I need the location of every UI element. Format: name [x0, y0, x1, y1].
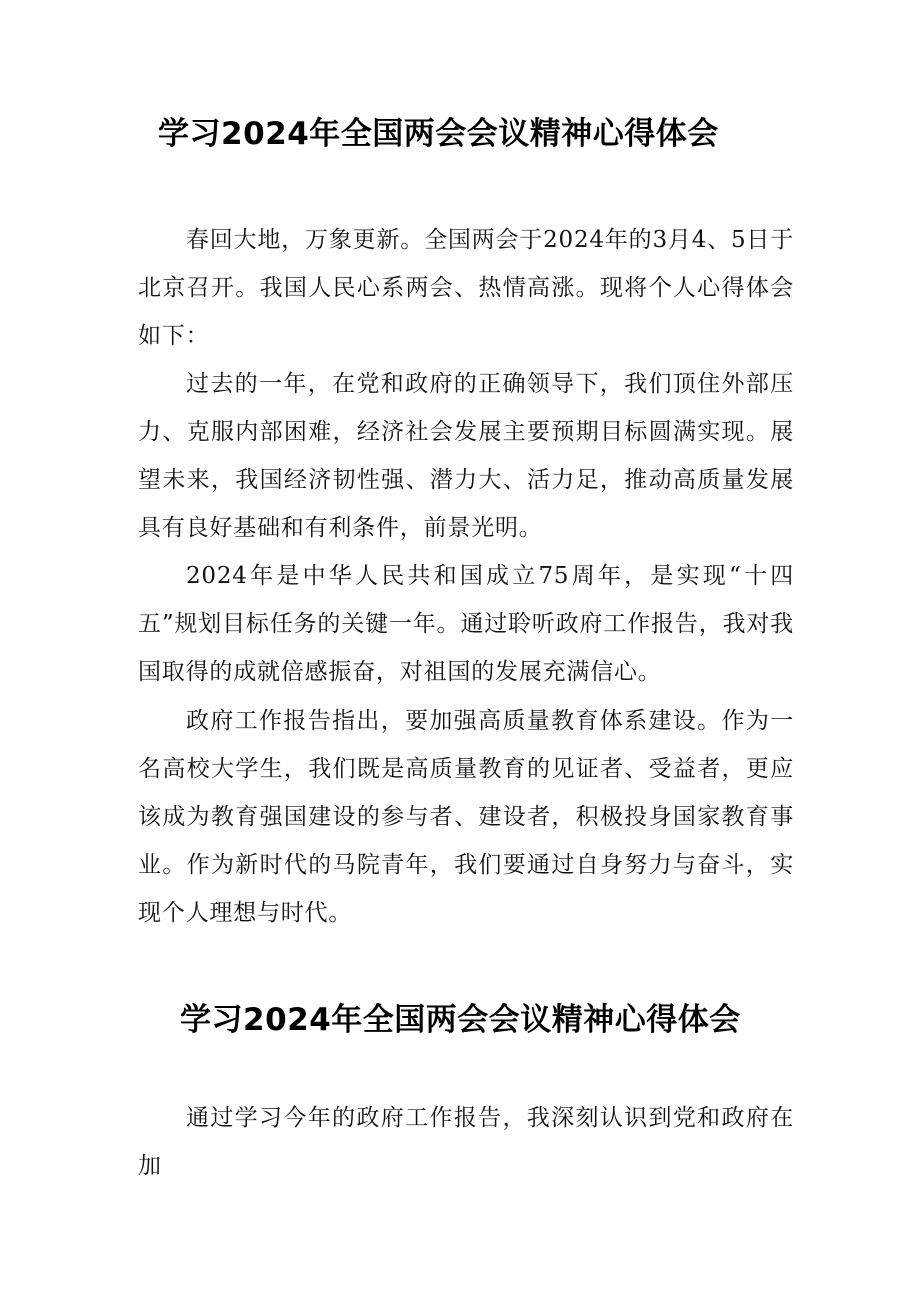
paragraph: 政府工作报告指出，要加强高质量教育体系建设。作为一名高校大学生，我们既是高质量教育的见证者、受益者，更应该成为教育强国建设的参与者、建设者，积极投身国家教育事业。作为新时代的马院青年，我们要通过自身努力与奋斗，实现个人理想与时代。	[138, 708, 794, 926]
paragraph: 通过学习今年的政府工作报告，我深刻认识到党和政府在加	[138, 1105, 794, 1179]
paragraph: 2024年是中华人民共和国成立75周年，是实现“十四五”规划目标任务的关键一年。通过聆听政府工作报告，我对我国取得的成就倍感振奋，对祖国的发展充满信心。	[138, 563, 794, 685]
paragraph: 过去的一年，在党和政府的正确领导下，我们顶住外部压力、克服内部困难，经济社会发展主要预期目标圆满实现。展望未来，我国经济韧性强、潜力大、活力足，推动高质量发展具有良好基础和有利条件，前景光明。	[138, 371, 794, 541]
article-title: 学习2024年全国两会会议精神心得体会	[158, 116, 719, 152]
paragraph: 春回大地，万象更新。全国两会于2024年的3月4、5日于北京召开。我国人民心系两会、热情高涨。现将个人心得体会如下：	[138, 227, 794, 349]
article-title: 学习2024年全国两会会议精神心得体会	[180, 1002, 741, 1038]
